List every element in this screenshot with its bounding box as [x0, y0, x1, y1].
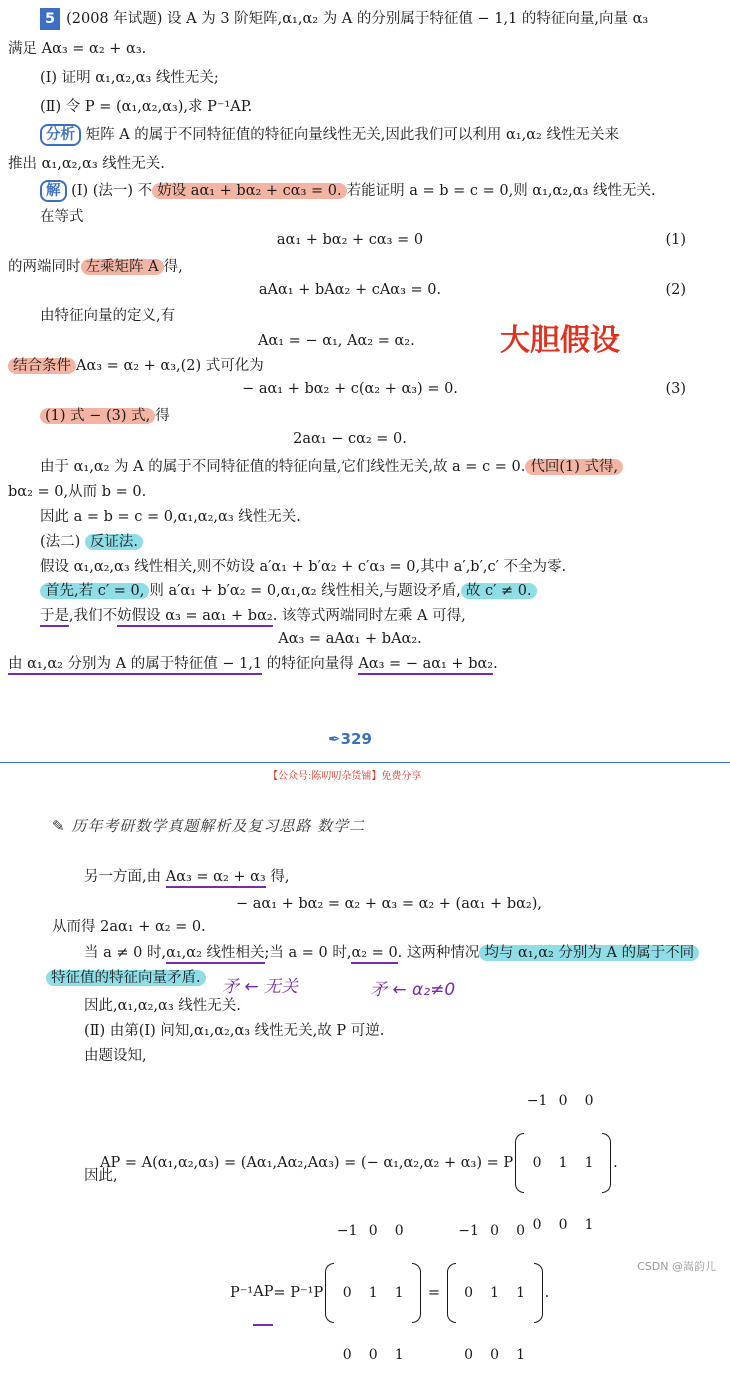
matrix-right: −1 0 0 0 1 1 0 0 1	[447, 1200, 543, 1386]
text-line: 的两端同时 左乘矩阵 A 得,	[8, 259, 183, 275]
highlight-left-multiply: 左乘矩阵 A	[81, 259, 164, 275]
highlight-subtract: (1) 式 − (3) 式,	[40, 408, 155, 424]
method-2-heading: (法二) 反证法.	[40, 531, 143, 553]
equation-number-3: (3)	[665, 381, 686, 397]
equation-3: − aα₁ + bα₂ + c(α₂ + α₃) = 0.	[242, 381, 458, 397]
text-line: 当 a ≠ 0 时,α₁,α₂ 线性相关;当 a = 0 时,α₂ = 0. 这两种情况 均与 α₁,α₂ 分别为 A 的属于不同	[84, 942, 699, 964]
underline-dependent: α₁,α₂ 线性相关	[166, 945, 264, 964]
highlight-combine-condition: 结合条件	[8, 358, 76, 374]
handwritten-note-contradiction-1: 矛 ← 无关	[222, 977, 299, 997]
underline-condition: Aα₃ = α₂ + α₃	[166, 869, 266, 888]
problem-number-badge: 5	[40, 8, 60, 30]
problem-statement-line-1: 5 (2008 年试题) 设 A 为 3 阶矩阵,α₁,α₂ 为 A 的分别属于特征值 − 1,1 的特征向量,向量 α₃	[40, 8, 648, 30]
solution-line-1: 解 (Ⅰ) (法一) 不 妨设 aα₁ + bα₂ + cα₃ = 0. 若能证明 a = b = c = 0,则 α₁,α₂,α₃ 线性无关.	[40, 180, 656, 202]
page-number: ✒329	[328, 730, 372, 748]
equation-eigen-definition: Aα₁ = − α₁, Aα₂ = α₂.	[258, 333, 415, 349]
problem-part-2: (Ⅱ) 令 P = (α₁,α₂,α₃),求 P⁻¹AP.	[40, 99, 253, 115]
underline-a-alpha3: Aα₃ = − aα₁ + bα₂	[358, 656, 493, 675]
solution-label: 解	[40, 180, 67, 202]
csdn-watermark: CSDN @嵩韵儿	[637, 1260, 716, 1273]
problem-statement-line-2: 满足 Aα₃ = α₂ + α₃.	[8, 41, 147, 57]
equation-final: P⁻¹ AP = P⁻¹P −1 0 0 0 1 1 0 0 1 = −1 0 0 0 1 1 0 0 1 .	[230, 1200, 549, 1386]
text-line: 由于 α₁,α₂ 为 A 的属于不同特征值的特征向量,它们线性无关,故 a = c = 0. 代回(1) 式得,	[40, 456, 623, 478]
problem-part-1: (Ⅰ) 证明 α₁,α₂,α₃ 线性无关;	[40, 70, 219, 86]
highlight-contradiction: 反证法.	[85, 534, 143, 550]
highlight-c-nonzero: 故 c′ ≠ 0.	[461, 583, 537, 599]
text-line: (1) 式 − (3) 式, 得	[40, 405, 170, 427]
matrix-table: −1 0 0 0 1 1 0 0 1	[526, 1093, 594, 1233]
analysis-line-1: 分析 矩阵 A 的属于不同特征值的特征向量线性无关,因此我们可以利用 α₁,α₂ 线性无关来	[40, 124, 619, 146]
handwritten-note-bold-assumption: 大胆假设	[500, 323, 620, 358]
text-line: 由题设知,	[84, 1048, 147, 1064]
text-line: 由特征向量的定义,有	[40, 308, 176, 324]
text-line: 结合条件 Aα₃ = α₂ + α₃,(2) 式可化为	[8, 355, 264, 377]
page-divider	[0, 762, 730, 763]
underline-ap: AP	[253, 1261, 273, 1326]
text-line: 从而得 2aα₁ + α₂ = 0.	[52, 919, 206, 935]
text-line: (Ⅱ) 由第(Ⅰ) 问知,α₁,α₂,α₃ 线性无关,故 P 可逆.	[84, 1023, 385, 1039]
equation-ap: AP = A(α₁,α₂,α₃) = (Aα₁,Aα₂,Aα₃) = (− α₁,α₂,α₂ + α₃) = P −1 0 0 0 1 1 0 0 1 .	[100, 1070, 618, 1256]
watermark-text: 【公众号:陈叨叨杂货铺】免费分享	[268, 771, 422, 782]
text-line: 在等式	[40, 209, 84, 225]
equation-4: 2aα₁ − cα₂ = 0.	[293, 431, 407, 447]
text-line: 由 α₁,α₂ 分别为 A 的属于特征值 − 1,1 的特征向量得 Aα₃ = − aα₁ + bα₂.	[8, 653, 498, 675]
highlight-contradict-1: 均与 α₁,α₂ 分别为 A 的属于不同	[479, 945, 699, 961]
highlight-first-if: 首先,若 c′ = 0,	[40, 583, 149, 599]
equation-5: Aα₃ = aAα₁ + bAα₂.	[278, 631, 422, 647]
text-line: 因此,	[84, 1168, 118, 1184]
analysis-line-2: 推出 α₁,α₂,α₃ 线性无关.	[8, 156, 165, 172]
analysis-label: 分析	[40, 124, 81, 146]
text-line: 于是,我们不妨假设 α₃ = aα₁ + bα₂. 该等式两端同时左乘 A 可得,	[40, 605, 466, 627]
text-line: 首先,若 c′ = 0, 则 a′α₁ + b′α₂ = 0,α₁,α₂ 线性相关,与题设矛盾, 故 c′ ≠ 0.	[40, 580, 537, 602]
equation-p2-1: − aα₁ + bα₂ = α₂ + α₃ = α₂ + (aα₁ + bα₂),	[236, 896, 542, 912]
underline-eigenvalue-condition: 由 α₁,α₂ 分别为 A 的属于特征值 − 1,1	[8, 656, 262, 675]
page-2-header: ✎ 历年考研数学真题解析及复习思路 数学二	[52, 817, 366, 835]
quill-icon: ✒	[328, 730, 341, 748]
equation-number-1: (1)	[665, 232, 686, 248]
equation-2: aAα₁ + bAα₂ + cAα₃ = 0.	[258, 282, 442, 298]
text-line	[46, 967, 206, 989]
highlight-assumption: 妨设 aα₁ + bα₂ + cα₃ = 0.	[152, 183, 346, 199]
equation-1: aα₁ + bα₂ + cα₃ = 0	[276, 232, 424, 248]
underline-assume-a3: 妨假设 α₃ = aα₁ + bα₂	[117, 608, 273, 627]
text-line: 因此 a = b = c = 0,α₁,α₂,α₃ 线性无关.	[40, 509, 301, 525]
underline-thus: 于是	[40, 608, 69, 627]
highlight-contradict-2: 特征值的特征向量矛盾.	[46, 970, 206, 986]
handwritten-note-contradiction-2: 矛 ← α₂≠0	[370, 980, 456, 1000]
quill-icon: ✎	[52, 817, 66, 835]
underline-alpha2-zero: α₂ = 0	[351, 945, 397, 964]
text-line: 假设 α₁,α₂,α₃ 线性相关,则不妨设 a′α₁ + b′α₂ + c′α₃ = 0,其中 a′,b′,c′ 不全为零.	[40, 559, 567, 575]
matrix-left: −1 0 0 0 1 1 0 0 1	[325, 1200, 421, 1386]
text-line: 因此,α₁,α₂,α₃ 线性无关.	[84, 998, 241, 1014]
text-line: bα₂ = 0,从而 b = 0.	[8, 484, 147, 500]
equation-number-2: (2)	[665, 282, 686, 298]
text-line: 另一方面,由 Aα₃ = α₂ + α₃ 得,	[84, 866, 289, 888]
highlight-substitute: 代回(1) 式得,	[525, 459, 623, 475]
